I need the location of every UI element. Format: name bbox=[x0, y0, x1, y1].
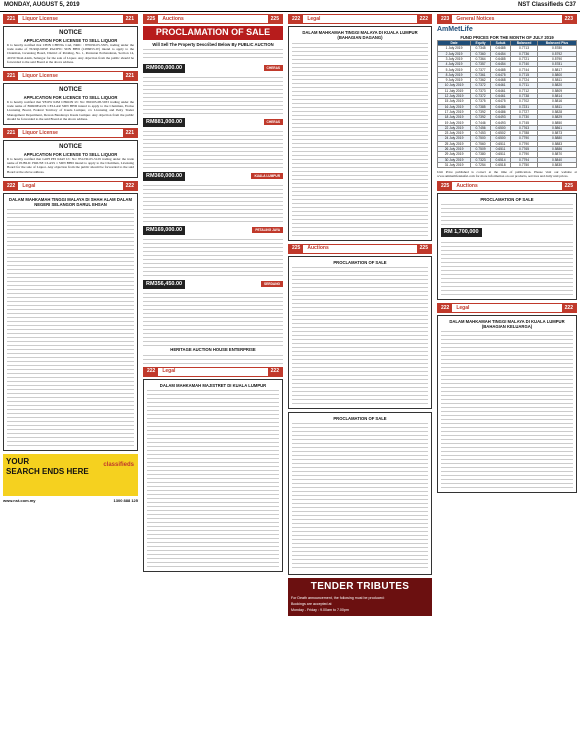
column-4 bbox=[437, 14, 577, 733]
section-number: 222 bbox=[144, 368, 158, 376]
table-cell: 3 July 2019 bbox=[438, 56, 471, 61]
table-cell: 29 July 2019 bbox=[438, 152, 471, 157]
section-bar-general bbox=[437, 14, 577, 24]
table-cell: 0.6475 bbox=[491, 99, 511, 104]
table-cell: 0.7361 bbox=[471, 72, 491, 77]
lot-location-tag: PETALING JAYA bbox=[252, 227, 283, 233]
table-cell: 26 July 2019 bbox=[438, 146, 471, 151]
lot-location-tag: CHERAS bbox=[264, 65, 283, 71]
liquor-notice-1 bbox=[3, 26, 138, 68]
table-cell: 12 July 2019 bbox=[438, 93, 471, 98]
auction-house-contact bbox=[143, 353, 283, 367]
fund-prices-table bbox=[437, 40, 577, 168]
table-cell: 0.6461 bbox=[491, 88, 511, 93]
column-header: Date bbox=[438, 41, 471, 46]
section-number: 222 bbox=[562, 304, 576, 312]
table-cell: 0.7254 bbox=[471, 162, 491, 167]
section-bar-auctions bbox=[143, 14, 283, 24]
table-cell: 0.6511 bbox=[491, 146, 511, 151]
notice-subtitle: APPLICATION FOR LICENSE TO SELL LIQUOR bbox=[23, 37, 118, 43]
auction-lot-3 bbox=[143, 171, 283, 223]
table-cell: 0.7323 bbox=[471, 157, 491, 162]
lot-reserve-price: RM356,450.00 bbox=[143, 280, 185, 289]
notice-title: NOTICE bbox=[59, 144, 82, 150]
auction-house-name: HERITAGE AUCTION HOUSE ENTERPRISE bbox=[170, 347, 256, 353]
legal-notice bbox=[437, 315, 577, 494]
lot-description bbox=[143, 75, 283, 115]
proclamation-title: PROCLAMATION OF SALE bbox=[480, 196, 534, 202]
table-cell: 0.7345 bbox=[471, 46, 491, 51]
section-number: 225 bbox=[144, 15, 158, 23]
table-cell: 11 July 2019 bbox=[438, 88, 471, 93]
page-section-number: NST Classifieds C37 bbox=[517, 2, 576, 8]
proclamation-notice-1 bbox=[288, 256, 432, 409]
legal-title: DALAM MAHKAMAH TINGGI MALAYA DI KUALA LUMPUR (BAHAGIAN DAGANG) bbox=[302, 30, 418, 41]
table-cell: 0.7372 bbox=[471, 83, 491, 88]
section-name: Legal bbox=[456, 304, 470, 311]
liquor-notice-3 bbox=[3, 140, 138, 178]
table-cell: 0.7744 bbox=[511, 67, 538, 72]
lot-reserve-price: RM900,000.00 bbox=[143, 64, 185, 73]
table-cell: 0.7790 bbox=[511, 141, 538, 146]
table-cell: 0.6485 bbox=[491, 46, 511, 51]
table-cell: 0.7713 bbox=[511, 46, 538, 51]
tender-hours: Monday - Friday : 9.00am to 7.00pm bbox=[291, 608, 349, 613]
section-bar-auctions bbox=[288, 244, 432, 254]
section-number: 221 bbox=[123, 72, 137, 80]
section-number: 225 bbox=[562, 182, 576, 190]
table-cell: 0.5820 bbox=[538, 83, 577, 88]
lot-description bbox=[143, 129, 283, 169]
table-cell: 0.7790 bbox=[511, 136, 538, 141]
section-number: 225 bbox=[438, 182, 452, 190]
table-cell: 0.6493 bbox=[491, 120, 511, 125]
table-cell: 0.5817 bbox=[538, 67, 577, 72]
legal-title: DALAM MAHKAMAH TINGGI MALAYA DI KUALA LUMPUR (BAHAGIAN KELUARGA) bbox=[449, 318, 565, 330]
lot-description bbox=[143, 183, 283, 223]
tender-tributes-ad bbox=[288, 578, 432, 616]
table-cell: 0.5800 bbox=[538, 72, 577, 77]
table-cell: 0.5809 bbox=[538, 88, 577, 93]
table-cell: 0.5886 bbox=[538, 146, 577, 151]
section-bar-legal bbox=[437, 303, 577, 313]
section-bar-legal bbox=[288, 14, 432, 24]
table-cell: 0.6485 bbox=[491, 56, 511, 61]
lot-location-tag: SERDANG bbox=[261, 281, 283, 287]
table-cell: 0.5870 bbox=[538, 152, 577, 157]
table-cell: 0.7509 bbox=[471, 146, 491, 151]
table-cell: 0.6454 bbox=[491, 51, 511, 56]
column-header: Balanced Plus bbox=[538, 41, 577, 46]
section-bar-liquor bbox=[3, 128, 138, 138]
classifieds-search-ad bbox=[3, 454, 138, 496]
column-1 bbox=[3, 14, 138, 733]
section-name: Liquor License bbox=[22, 72, 58, 79]
table-cell: 0.7456 bbox=[471, 125, 491, 130]
lot-price-row bbox=[143, 279, 283, 289]
auction-lot-1 bbox=[143, 63, 283, 115]
section-name: Liquor License bbox=[22, 129, 58, 136]
section-number: 225 bbox=[417, 245, 431, 253]
proclamation-body bbox=[292, 421, 428, 571]
section-number: 222 bbox=[438, 304, 452, 312]
table-cell: 0.6486 bbox=[491, 109, 511, 114]
table-cell: 0.6500 bbox=[491, 125, 511, 130]
notice-body: It is hereby notified that GOH PEI KIAT I/C No: 851230-05-5129 trading under the trade name of PUBLIC HOUSE CLASS 1 SDN BHD intend to apply to the Chairman, Licensing Board for the sale of Liquor. Any objection from the public should be forwarded to the said Board at the above address. bbox=[7, 156, 134, 174]
column-3 bbox=[288, 14, 432, 733]
legal-body-text bbox=[7, 207, 134, 447]
table-cell: 9 July 2019 bbox=[438, 78, 471, 83]
ad-line-2: SEARCH ENDS HERE bbox=[6, 467, 89, 477]
table-cell: 0.7357 bbox=[471, 62, 491, 67]
lot-price-row bbox=[143, 117, 283, 127]
proclamation-title: PROCLAMATION OF SALE bbox=[333, 259, 387, 265]
table-cell: 1 July 2019 bbox=[438, 46, 471, 51]
ad-line-1: YOUR bbox=[6, 457, 30, 467]
proclamation-notice bbox=[437, 193, 577, 300]
table-cell: 0.7736 bbox=[511, 51, 538, 56]
lot-price-row bbox=[143, 63, 283, 73]
website-link[interactable]: www.nst.com.my bbox=[3, 498, 36, 504]
section-name: Legal bbox=[162, 368, 176, 375]
section-number: 222 bbox=[289, 15, 303, 23]
table-cell: 0.5861 bbox=[538, 125, 577, 130]
table-cell: 0.5816 bbox=[538, 99, 577, 104]
table-cell: 0.7724 bbox=[511, 78, 538, 83]
table-cell: 0.6461 bbox=[491, 93, 511, 98]
table-cell: 0.7500 bbox=[471, 136, 491, 141]
table-cell: 4 July 2019 bbox=[438, 62, 471, 67]
ad-footer bbox=[3, 498, 138, 503]
table-cell: 0.5780 bbox=[538, 46, 577, 51]
table-cell: 0.5830 bbox=[538, 162, 577, 167]
table-cell: 0.5829 bbox=[538, 115, 577, 120]
section-number: 222 bbox=[417, 15, 431, 23]
table-cell: 0.6486 bbox=[491, 104, 511, 109]
table-cell: 0.7453 bbox=[471, 131, 491, 136]
section-number: 222 bbox=[268, 368, 282, 376]
table-cell: 0.6514 bbox=[491, 157, 511, 162]
section-number: 225 bbox=[268, 15, 282, 23]
table-cell: 0.7392 bbox=[471, 115, 491, 120]
table-cell: 30 July 2019 bbox=[438, 157, 471, 162]
lot-reserve-price: RM360,000.00 bbox=[143, 172, 185, 181]
table-cell: 0.7738 bbox=[511, 93, 538, 98]
section-number: 221 bbox=[4, 15, 18, 23]
section-number: 225 bbox=[289, 245, 303, 253]
table-row bbox=[438, 162, 577, 167]
table-cell: 0.5781 bbox=[538, 62, 577, 67]
page-date: MONDAY, AUGUST 5, 2019 bbox=[4, 2, 80, 8]
table-cell: 0.7372 bbox=[471, 93, 491, 98]
fund-prices-body bbox=[438, 46, 577, 168]
proclamation-title: PROCLAMATION OF SALE bbox=[333, 415, 387, 421]
legal-body-text bbox=[147, 388, 279, 568]
section-bar-liquor bbox=[3, 71, 138, 81]
table-cell: 0.5883 bbox=[538, 141, 577, 146]
table-cell: 0.7364 bbox=[471, 56, 491, 61]
column-header: Sukuk bbox=[491, 41, 511, 46]
table-cell: 0.5840 bbox=[538, 157, 577, 162]
table-cell: 25 July 2019 bbox=[438, 141, 471, 146]
table-cell: 16 July 2019 bbox=[438, 104, 471, 109]
table-cell: 0.7560 bbox=[471, 141, 491, 146]
notice-body: It is hereby notified that YEOW KIM CHOON I/C No: 860103-08-5933 trading under the trade name of BORDEAUX CELLAR SDN BHD intend to apply to the Chairman, Excise Licensing Board, Federal Territory of Kuala Lumpur, c/o Licensing and Petty Trader Management Department, Dewan Bandaraya Kuala Lumpur. Any objection from the public should be forwarded to the said Board at the above address. bbox=[7, 99, 134, 121]
table-cell: 0.6485 bbox=[491, 67, 511, 72]
proclamation-intro-text bbox=[143, 47, 283, 61]
legal-title: DALAM MAHKAMAH MAJISTRET DI KUALA LUMPUR bbox=[159, 382, 267, 388]
proclamation-banner: PROCLAMATION OF SALE bbox=[143, 26, 283, 40]
proclamation-body bbox=[441, 202, 573, 226]
table-cell: 0.6475 bbox=[491, 72, 511, 77]
section-name: Auctions bbox=[162, 15, 184, 22]
auction-lot-2 bbox=[143, 117, 283, 169]
table-cell: 0.7373 bbox=[471, 88, 491, 93]
table-cell: 0.7730 bbox=[511, 115, 538, 120]
page-header bbox=[0, 0, 580, 12]
classifieds-logo: classifieds bbox=[103, 462, 134, 469]
table-cell: 0.5811 bbox=[538, 78, 577, 83]
table-cell: 0.7362 bbox=[471, 78, 491, 83]
table-cell: 0.7763 bbox=[511, 125, 538, 130]
table-cell: 0.7231 bbox=[511, 104, 538, 109]
table-cell: 0.6461 bbox=[491, 83, 511, 88]
fund-prices-title: FUND PRICES FOR THE MONTH OF JULY 2019 bbox=[460, 34, 554, 40]
tender-bookings: Bookings are accepted at bbox=[291, 601, 332, 606]
proclamation-subtitle: Will Sell The Property Described Below By PUBLIC AUCTION bbox=[152, 42, 274, 47]
fund-note: Unit Price published is correct at the time of publication. Please visit our website at www.ammetlifetakaful.com for more information on our products, services and daily unit prices. bbox=[437, 170, 577, 179]
table-cell: 0.6502 bbox=[491, 131, 511, 136]
table-cell: 0.5811 bbox=[538, 104, 577, 109]
lot-location-tag: CHERAS bbox=[264, 119, 283, 125]
column-header: Equity bbox=[471, 41, 491, 46]
proclamation-body bbox=[292, 265, 428, 405]
table-cell: 0.5850 bbox=[538, 120, 577, 125]
table-cell: 0.5828 bbox=[538, 109, 577, 114]
ammetlife-logo: AmMetLife bbox=[437, 26, 473, 33]
lot-description bbox=[143, 237, 283, 277]
table-cell: 0.7375 bbox=[471, 99, 491, 104]
table-cell: 23 July 2019 bbox=[438, 131, 471, 136]
legal-title: DALAM MAHKAMAH TINGGI MALAYA DI SHAH ALAM DALAM NEGERI SELANGOR DARUL EHSAN bbox=[9, 196, 132, 207]
table-cell: 22 July 2019 bbox=[438, 125, 471, 130]
table-cell: 0.7745 bbox=[511, 120, 538, 125]
table-cell: 0.6468 bbox=[491, 78, 511, 83]
table-cell: 0.7385 bbox=[471, 104, 491, 109]
table-cell: 0.6454 bbox=[491, 62, 511, 67]
section-name: Auctions bbox=[456, 182, 478, 189]
section-name: Legal bbox=[22, 182, 36, 189]
table-cell: 0.6511 bbox=[491, 141, 511, 146]
table-cell: 19 July 2019 bbox=[438, 120, 471, 125]
table-cell: 31 July 2019 bbox=[438, 162, 471, 167]
table-cell: 0.5792 bbox=[538, 51, 577, 56]
section-number: 222 bbox=[4, 182, 18, 190]
notice-title: NOTICE bbox=[59, 30, 82, 36]
table-cell: 0.6518 bbox=[491, 162, 511, 167]
section-bar-legal bbox=[143, 367, 283, 377]
table-cell: 15 July 2019 bbox=[438, 99, 471, 104]
proclamation-notice-2 bbox=[288, 412, 432, 575]
table-cell: 0.7790 bbox=[511, 152, 538, 157]
table-cell: 0.7446 bbox=[471, 120, 491, 125]
table-cell: 0.7721 bbox=[511, 56, 538, 61]
notice-subtitle: APPLICATION FOR LICENCE TO SELL LIQUOR bbox=[23, 94, 118, 100]
column-header: Balanced bbox=[511, 41, 538, 46]
legal-notice bbox=[143, 379, 283, 572]
table-cell: 0.7392 bbox=[471, 109, 491, 114]
table-cell: 0.7712 bbox=[511, 88, 538, 93]
lot-reserve-price: RM881,000.00 bbox=[143, 118, 185, 127]
table-cell: 24 July 2019 bbox=[438, 136, 471, 141]
table-cell: 0.7380 bbox=[471, 152, 491, 157]
reserve-price: RM 1,700,000 bbox=[441, 228, 482, 237]
section-number: 221 bbox=[4, 129, 18, 137]
table-cell: 0.7750 bbox=[511, 162, 538, 167]
legal-body-text bbox=[441, 329, 573, 489]
auction-lot-5 bbox=[143, 279, 283, 347]
table-cell: 0.7711 bbox=[511, 83, 538, 88]
notice-title: NOTICE bbox=[59, 87, 82, 93]
section-name: Auctions bbox=[307, 245, 329, 252]
section-name: General Notices bbox=[456, 15, 495, 22]
legal-notice bbox=[288, 26, 432, 241]
section-number: 222 bbox=[123, 182, 137, 190]
section-bar-legal bbox=[3, 181, 138, 191]
section-name: Legal bbox=[307, 15, 321, 22]
table-cell: 10 July 2019 bbox=[438, 83, 471, 88]
table-cell: 18 July 2019 bbox=[438, 115, 471, 120]
tender-title: TENDER TRIBUTES bbox=[310, 581, 410, 592]
section-number: 221 bbox=[4, 72, 18, 80]
table-cell: 0.7702 bbox=[511, 99, 538, 104]
reserve-price-row bbox=[441, 228, 573, 238]
table-cell: 0.7794 bbox=[511, 157, 538, 162]
lot-location-tag: KUALA LUMPUR bbox=[251, 173, 283, 179]
lot-description bbox=[143, 291, 283, 347]
table-cell: 0.7377 bbox=[471, 67, 491, 72]
notice-body: It is hereby notified that CHIN CHENG CAI, NRIC : 870630-05-5305, trading under the trade name of TURQUOISE PACIFIC SDN BHD (1286653-W) intend to apply to the Chairman, Licensing Board, District of Petaling, No. 1, Persiaran Perbandaran, Section 14, 40150 Shah Alam, Selangor for the sale of Liquor. Any objection from the public should be forwarded to the said Board at the above address. bbox=[7, 42, 134, 64]
table-cell: 5 July 2019 bbox=[438, 67, 471, 72]
section-number: 221 bbox=[123, 129, 137, 137]
table-cell: 0.6500 bbox=[491, 136, 511, 141]
property-description bbox=[441, 240, 573, 296]
table-cell: 0.7715 bbox=[511, 72, 538, 77]
section-number: 223 bbox=[562, 15, 576, 23]
table-cell: 2 July 2019 bbox=[438, 51, 471, 56]
legal-notice bbox=[3, 193, 138, 452]
table-cell: 0.5873 bbox=[538, 131, 577, 136]
table-cell: 0.5814 bbox=[538, 93, 577, 98]
table-cell: 0.7765 bbox=[511, 146, 538, 151]
table-cell: 0.5790 bbox=[538, 56, 577, 61]
section-bar-liquor bbox=[3, 14, 138, 24]
section-bar-auctions bbox=[437, 181, 577, 191]
table-cell: 0.7727 bbox=[511, 109, 538, 114]
table-cell: 8 July 2019 bbox=[438, 72, 471, 77]
lot-price-row bbox=[143, 225, 283, 235]
notice-subtitle: APPLICATION FOR LICENSE TO SELL LIQUOR bbox=[23, 151, 118, 157]
table-cell: 17 July 2019 bbox=[438, 109, 471, 114]
column-2 bbox=[143, 14, 283, 733]
lot-price-row bbox=[143, 171, 283, 181]
lot-reserve-price: RM169,000.00 bbox=[143, 226, 185, 235]
table-cell: 0.6493 bbox=[491, 115, 511, 120]
table-cell: 0.7740 bbox=[511, 62, 538, 67]
legal-body-text bbox=[292, 41, 428, 237]
phone-number: 1300 888 125 bbox=[113, 498, 138, 504]
auction-lot-4 bbox=[143, 225, 283, 277]
section-number: 223 bbox=[438, 15, 452, 23]
section-name: Liquor License bbox=[22, 15, 58, 22]
section-number: 221 bbox=[123, 15, 137, 23]
table-cell: 0.7360 bbox=[471, 51, 491, 56]
table-cell: 0.6511 bbox=[491, 152, 511, 157]
table-cell: 0.5880 bbox=[538, 136, 577, 141]
liquor-notice-2 bbox=[3, 83, 138, 125]
tender-subtitle: For Death announcement, the following must be produced: bbox=[291, 595, 385, 600]
table-cell: 0.7788 bbox=[511, 131, 538, 136]
